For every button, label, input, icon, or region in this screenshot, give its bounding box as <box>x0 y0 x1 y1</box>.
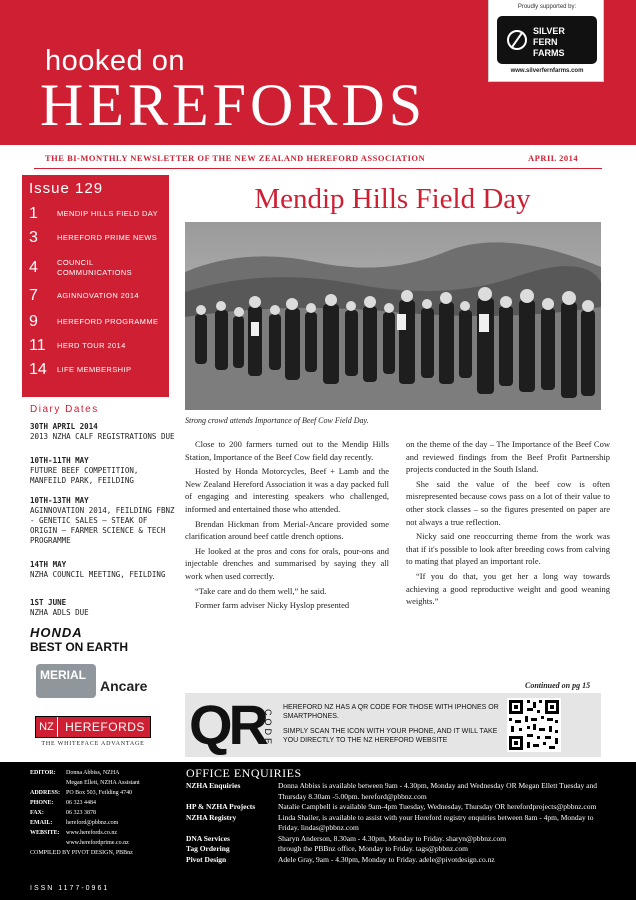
photo-caption: Strong crowd attends Importance of Beef Cow Field Day. <box>185 416 369 425</box>
office-enquiries-list <box>186 781 606 865</box>
qr-panel <box>185 693 601 757</box>
toc-item[interactable]: 9 HEREFORD PROGRAMME <box>29 313 159 330</box>
sponsor-box[interactable] <box>488 0 604 82</box>
masthead-title: HEREFORDS <box>40 72 427 138</box>
sponsor-url[interactable]: www.silverfernfarms.com <box>510 68 584 74</box>
diary-entry: 14TH MAY NZHA COUNCIL MEETING, FEILDING <box>30 560 166 579</box>
article-column-2: on the theme of the day – The Importance of the Beef Cow and reviewed findings from the Beef Profit Partnership projects conducted in the South Island. She said the value of the beef cow is often misrepresented because cows pass on a lot of their value to other stock classes – so the figures presented on paper are not always a true reflection. Nicky said one reoccurring theme from the work was that if it's possible to look after breeding cows from calving to mating that played an important role. “If you do that, you get her a long way towards achieving a good reproductive weight and good weaning weights.” <box>406 439 610 607</box>
footer-email-link[interactable]: hereford@pbbnz.com <box>66 820 119 826</box>
qr-side-label: CODE <box>263 709 273 748</box>
field-day-photo <box>185 222 601 410</box>
enquiry-row: Pivot Design Adele Gray, 9am - 4.30pm, Monday to Friday. adele@pivotdesign.co.nz <box>186 854 495 864</box>
office-enquiries-title: OFFICE ENQUIRIES <box>186 766 302 780</box>
contact-details: EDITOR: Donna Abbiss, NZHA Megan Ellett, NZHA Assistant ADDRESS: PO Box 503, Feilding 4740 PHONE: 06 323 4484 FAX: 06 323 3878 EMAIL: hereford@pbbnz.com WEBSITE: www.herefords.co.nz www.herefordprime.co.nz COMPILED BY PIVOT DESIGN, PBBnz <box>30 768 180 858</box>
diary-title: Diary Dates <box>30 404 99 415</box>
enquiry-row: Tag Ordering through the PBBnz office, Monday to Friday. tags@pbbnz.com <box>186 844 469 853</box>
toc-item[interactable]: 7 AGINNOVATION 2014 <box>29 287 139 304</box>
honda-slogan: BEST ON EARTH <box>30 640 129 654</box>
diary-entry: 1ST JUNE NZHA ADLS DUE <box>30 598 89 617</box>
article-column-1: Close to 200 farmers turned out to the Mendip Hills Station, Importance of the Beef Cow field day recently. Hosted by Honda Motorcycles, Beef + Lamb and the New Zealand Hereford Association it was a day packed full of engaging and interesting speakers who challenged, informed and entertained those who attended. Brendan Hickman from Merial-Ancare provided some clarification around beef cattle drench options. He looked at the pros and cons for orals, pour-ons and injectable drenches and summarised by saying they all work when used correctly. “Take care and do them well,” he said. Former farm adviser Nicky Hyslop presented <box>185 439 389 611</box>
honda-logo: HONDA <box>30 625 83 640</box>
enquiry-row: DNA Services Sharyn Anderson, 8.30am - 4.30pm, Monday to Friday. sharyn@pbbnz.com <box>186 833 507 843</box>
sponsor-caption: Proudly supported by: <box>517 4 577 10</box>
compiled-by: COMPILED BY PIVOT DESIGN, PBBnz <box>30 850 133 856</box>
nz-herefords-logo: NZ HEREFORDS <box>35 716 151 738</box>
silver-fern-logo <box>497 16 597 64</box>
toc-item[interactable]: 11 HERD TOUR 2014 <box>29 337 126 354</box>
diary-entry: 30TH APRIL 2014 2013 NZHA CALF REGISTRATIONS DUE <box>30 422 175 441</box>
masthead <box>0 0 636 145</box>
nz-herefords-tagline: THE WHITEFACE ADVANTAGE <box>41 741 145 747</box>
issn: ISSN 1177-0961 <box>30 885 110 892</box>
diary-entry: 10TH-13TH MAY AGINNOVATION 2014, FEILDING FBNZ - GENETIC SALES – STEAK OF ORIGIN – FARMER SCIENCE & TECH PROGRAMME <box>30 496 175 545</box>
toc-item[interactable]: 4 COUNCIL COMMUNICATIONS <box>29 258 133 277</box>
newsletter-tagline: THE BI-MONTHLY NEWSLETTER OF THE NEW ZEALAND HEREFORD ASSOCIATION <box>45 153 426 163</box>
header-divider <box>34 168 602 169</box>
toc-item[interactable]: 14 LIFE MEMBERSHIP <box>29 361 132 378</box>
fern-icon <box>507 30 527 50</box>
sponsor-name: SILVER FERN FARMS <box>533 26 565 58</box>
merial-logo: MERIAL <box>36 664 96 698</box>
qr-heading: QR <box>189 693 265 756</box>
issue-contents <box>22 175 169 397</box>
diary-entry: 10TH-11TH MAY FUTURE BEEF COMPETITION, MANFEILD PARK, FEILDING <box>30 456 139 485</box>
issue-date: APRIL 2014 <box>528 153 579 163</box>
footer-website-link[interactable]: www.herefords.co.nz <box>66 830 118 836</box>
masthead-subtitle: hooked on <box>45 45 185 77</box>
footer <box>0 762 636 900</box>
toc-item[interactable]: 1 MENDIP HILLS FIELD DAY <box>29 205 159 222</box>
crowd-photo-illustration <box>185 222 601 410</box>
continued-link[interactable]: Continued on pg 15 <box>525 681 591 690</box>
issue-number: Issue 129 <box>29 180 104 197</box>
ancare-logo: Ancare <box>100 678 148 694</box>
qr-text: HEREFORD NZ HAS A QR CODE FOR THOSE WITH IPHONES OR SMARTPHONES. SIMPLY SCAN THE ICON WITH YOUR PHONE, AND IT WILL TAKE YOU DIRECTLY TO THE NZ HEREFORD WEBSITE <box>283 704 499 744</box>
article-headline: Mendip Hills Field Day <box>254 183 531 215</box>
enquiry-row: HP & NZHA Projects Natalie Campbell is available 9am-4pm Tuesday, Wednesday, Thursday OR herefordprojects@pbbnz.com <box>186 802 597 811</box>
footer-website-link[interactable]: www.herefordprime.co.nz <box>66 840 129 846</box>
enquiry-row: NZHA Registry Linda Shailer, is available to assist with your Hereford registry enquiries between 8am - 4pm, Monday to Friday. lindas@pbbnz.com <box>186 812 594 832</box>
enquiry-row: NZHA Enquiries Donna Abbiss is available between 9am - 4.30pm, Monday and Wednesday OR Megan Ellett Tuesday and Thursday 8.30am -5.00pm. hereford@pbbnz.com <box>186 781 597 801</box>
qr-code-icon[interactable] <box>507 698 561 752</box>
toc-item[interactable]: 3 HEREFORD PRIME NEWS <box>29 229 158 246</box>
